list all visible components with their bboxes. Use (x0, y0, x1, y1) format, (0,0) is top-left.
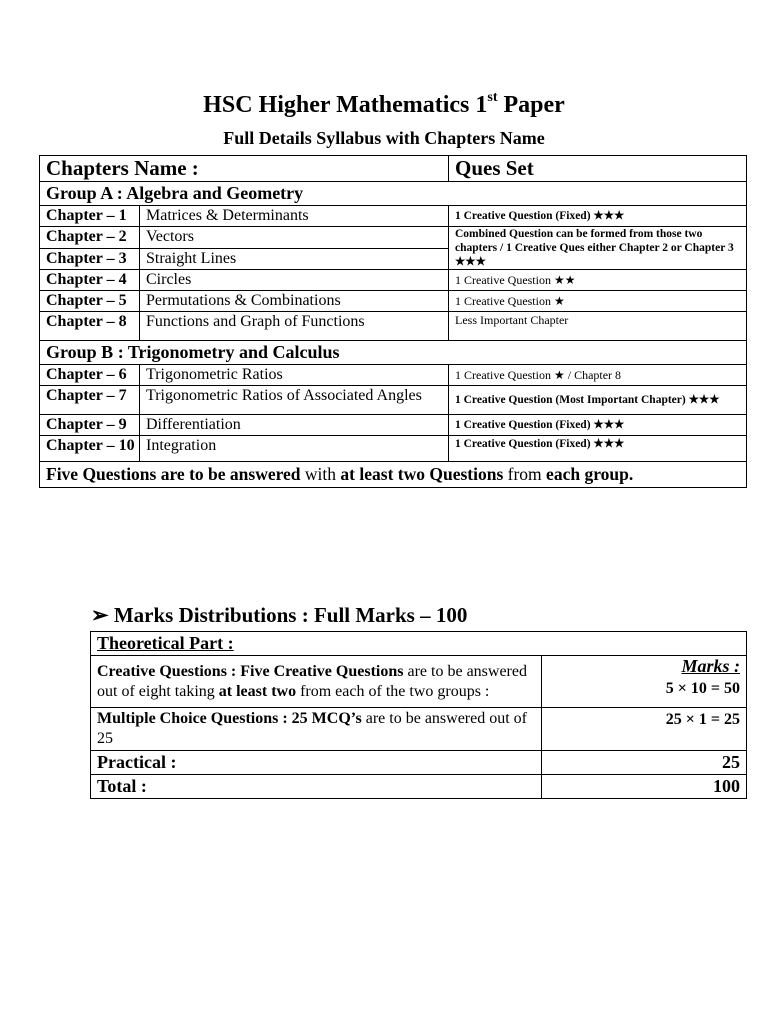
chapter-number: Chapter – 5 (40, 291, 140, 312)
marks-label: Marks : (681, 656, 740, 676)
table-row (40, 227, 747, 249)
chapter-number: Chapter – 8 (40, 312, 140, 341)
ques-set-cell: Less Important Chapter (449, 312, 747, 341)
chapter-name: Vectors (140, 227, 449, 249)
creative-marks (542, 656, 747, 708)
creative-description: Creative Questions : Five Creative Questions are to be answered out of eight taking at least two from each of the two groups : (91, 656, 542, 708)
table-row (40, 312, 747, 341)
document-subtitle: Full Details Syllabus with Chapters Name (223, 128, 545, 148)
chapter-name: Trigonometric Ratios of Associated Angles (140, 386, 449, 415)
practical-row (91, 751, 747, 775)
chapter-name: Differentiation (140, 415, 449, 436)
marks-heading: ➢ Marks Distributions : Full Marks – 100 (91, 603, 468, 627)
total-value: 100 (542, 775, 747, 799)
syllabus-table (39, 155, 747, 488)
chapter-name: Circles (140, 270, 449, 291)
chapter-number: Chapter – 9 (40, 415, 140, 436)
ques-set-cell: 1 Creative Question ★★ (449, 270, 747, 291)
chapter-number: Chapter – 7 (40, 386, 140, 415)
ques-set-cell: 1 Creative Question ★ / Chapter 8 (449, 365, 747, 386)
marks-table (90, 631, 747, 799)
creative-marks-value: 5 × 10 = 50 (665, 680, 740, 697)
chapter-name: Integration (140, 436, 449, 462)
ques-set-cell: 1 Creative Question (Most Important Chapter) ★★★ (449, 386, 747, 415)
chapter-name: Functions and Graph of Functions (140, 312, 449, 341)
chapter-number: Chapter – 3 (40, 248, 140, 270)
total-label: Total : (91, 775, 542, 799)
group-b-row (40, 341, 747, 365)
total-row (91, 775, 747, 799)
chapter-name: Permutations & Combinations (140, 291, 449, 312)
ques-set-cell: 1 Creative Question (Fixed) ★★★ (449, 206, 747, 227)
group-a-title: Group A : Algebra and Geometry (40, 182, 747, 206)
ques-set-cell: Combined Question can be formed from those two chapters / 1 Creative Ques either Chapter 2 or Chapter 3 ★★★ (449, 227, 747, 270)
practical-label: Practical : (91, 751, 542, 775)
table-row (40, 436, 747, 462)
mcq-marks-value: 25 × 1 = 25 (542, 708, 747, 751)
practical-value: 25 (542, 751, 747, 775)
chapter-number: Chapter – 1 (40, 206, 140, 227)
chapter-number: Chapter – 6 (40, 365, 140, 386)
table-row (40, 291, 747, 312)
theoretical-row (91, 632, 747, 656)
chapter-number: Chapter – 10 (40, 436, 140, 462)
chapter-name: Trigonometric Ratios (140, 365, 449, 386)
title-superscript: st (487, 90, 498, 105)
ques-set-cell: 1 Creative Question ★ (449, 291, 747, 312)
chapters-name-header: Chapters Name : (40, 156, 449, 182)
answer-rule-note: Five Questions are to be answered with at least two Questions from each group. (40, 462, 747, 488)
mcq-description: Multiple Choice Questions : 25 MCQ’s are to be answered out of 25 (91, 708, 542, 751)
mcq-row (91, 708, 747, 751)
creative-row (91, 656, 747, 708)
table-row (40, 415, 747, 436)
chapter-number: Chapter – 2 (40, 227, 140, 249)
chapter-number: Chapter – 4 (40, 270, 140, 291)
theoretical-title: Theoretical Part : (91, 632, 747, 656)
group-b-title: Group B : Trigonometry and Calculus (40, 341, 747, 365)
syllabus-header-row (40, 156, 747, 182)
table-row (40, 206, 747, 227)
chapter-name: Straight Lines (140, 248, 449, 270)
syllabus-footer-row (40, 462, 747, 488)
chapter-name: Matrices & Determinants (140, 206, 449, 227)
document-title: HSC Higher Mathematics 1st Paper (203, 90, 565, 118)
ques-set-header: Ques Set (449, 156, 747, 182)
table-row (40, 270, 747, 291)
table-row (40, 386, 747, 415)
table-row (40, 365, 747, 386)
ques-set-cell: 1 Creative Question (Fixed) ★★★ (449, 415, 747, 436)
group-a-row (40, 182, 747, 206)
ques-set-cell: 1 Creative Question (Fixed) ★★★ (449, 436, 747, 462)
